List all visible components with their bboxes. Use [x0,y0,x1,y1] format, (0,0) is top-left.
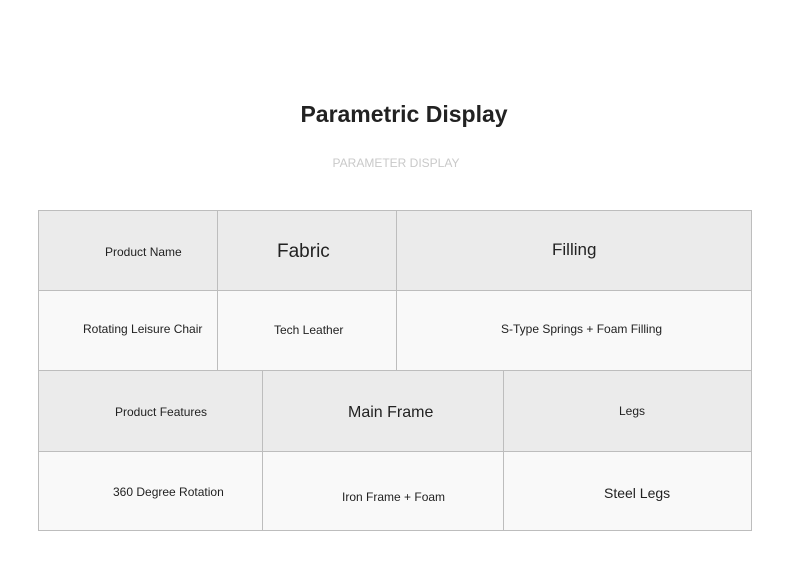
table-cell [39,211,217,290]
table-row [39,211,751,291]
table-cell [262,452,503,530]
table-cell [262,371,503,451]
cell-value: Steel Legs [604,485,671,501]
cell-value: Rotating Leisure Chair [83,322,203,336]
cell-value: 360 Degree Rotation [113,485,224,499]
table-row [39,371,751,452]
table-row [39,452,751,530]
cell-label: Fabric [277,241,330,262]
cell-label: Filling [552,240,597,259]
cell-label: Legs [619,404,646,418]
cell-value: Tech Leather [274,323,344,337]
table-cell [39,371,262,451]
page-subtitle: PARAMETER DISPLAY [332,156,460,170]
table-cell [396,211,751,290]
table-cell [503,371,751,451]
cell-label: Main Frame [348,404,434,421]
table-cell [503,452,751,530]
table-cell [39,452,262,530]
table-cell [217,291,396,370]
page-title: Parametric Display [300,101,508,127]
table-cell [396,291,751,370]
cell-value: S-Type Springs + Foam Filling [501,322,663,336]
cell-value: Iron Frame + Foam [342,490,446,504]
cell-label: Product Name [105,245,182,259]
table-cell [217,211,396,290]
table-cell [39,291,217,370]
cell-label: Product Features [115,405,208,419]
parameter-table [38,210,752,531]
table-row [39,291,751,371]
